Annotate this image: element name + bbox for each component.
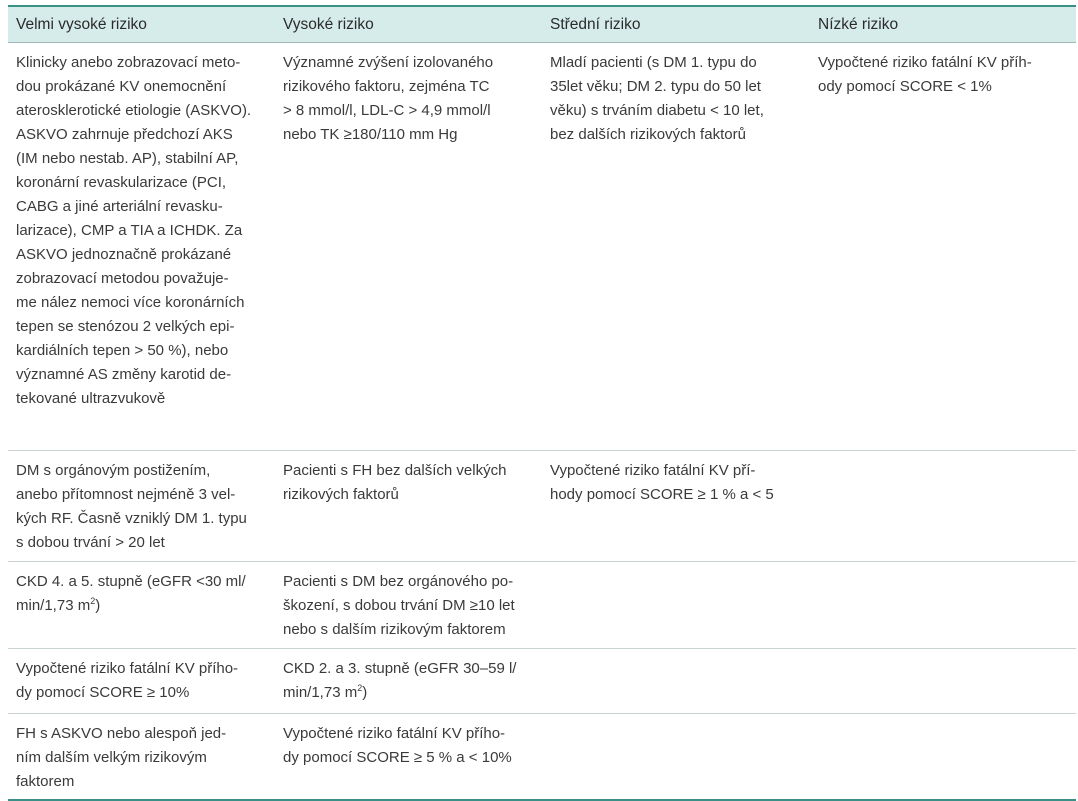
table-cell: DM s orgánovým postižením, anebo přítomnost nejméně 3 vel- kých RF. Časně vzniklý DM 1. typu s dobou trvání > 20 let (8, 451, 275, 562)
table-cell: Vypočtené riziko fatální KV pří- hody pomocí SCORE ≥ 1 % a < 5 (542, 451, 810, 562)
table-row (8, 649, 1076, 714)
header-high-risk: Vysoké riziko (275, 7, 542, 43)
cell-text: CKD 2. a 3. stupně (eGFR 30–59 l/ min/1,73 m (283, 660, 517, 701)
cell-text-tail: ) (362, 684, 368, 701)
superscript: 2 (90, 596, 96, 606)
header-low-risk: Nízké riziko (810, 7, 1076, 43)
cell-text: CKD 4. a 5. stupně (eGFR <30 ml/ min/1,73 m (16, 573, 246, 614)
risk-category-table (8, 7, 1076, 801)
table-cell (8, 562, 275, 649)
table-cell (810, 451, 1076, 562)
table-row (8, 43, 1076, 451)
header-very-high-risk: Velmi vysoké riziko (8, 7, 275, 43)
table-cell: Vypočtené riziko fatální KV příh- ody pomocí SCORE < 1% (810, 43, 1076, 451)
cell-text-tail: ) (95, 597, 101, 614)
table-cell: Pacienti s FH bez dalších velkých rizikových faktorů (275, 451, 542, 562)
table-cell: Vypočtené riziko fatální KV přího- dy pomocí SCORE ≥ 10% (8, 649, 275, 714)
table-cell: Klinicky anebo zobrazovací meto- dou prokázané KV onemocnění aterosklerotické etiologie (ASKVO). ASKVO zahrnuje předchozí AKS (IM nebo nestab. AP), stabilní AP, koronární revaskularizace (PCI, CABG a jiné arteriální revasku- larizace), CMP a TIA a ICHDK. Za ASKVO jednoznačně prokázané zobrazovací metodou považuje- me nález nemoci více koronárních tepen se stenózou 2 velkých epi- kardiálních tepen > 50 %), nebo významné AS změny karotid de- tekované ultrazvukově (8, 43, 275, 451)
table-cell: Pacienti s DM bez orgánového po- škození, s dobou trvání DM ≥10 let nebo s dalším rizikovým faktorem (275, 562, 542, 649)
table-cell: Mladí pacienti (s DM 1. typu do 35let věku; DM 2. typu do 50 let věku) s trváním diabetu < 10 let, bez dalších rizikových faktorů (542, 43, 810, 451)
table-cell (810, 649, 1076, 714)
header-moderate-risk: Střední riziko (542, 7, 810, 43)
table-header-row (8, 7, 1076, 43)
table-cell (542, 714, 810, 801)
table-cell (810, 562, 1076, 649)
table-cell (275, 649, 542, 714)
table-cell (542, 562, 810, 649)
table-row (8, 562, 1076, 649)
table-cell: Významné zvýšení izolovaného rizikového faktoru, zejména TC > 8 mmol/l, LDL-C > 4,9 mmol/l nebo TK ≥180/110 mm Hg (275, 43, 542, 451)
risk-table-container (8, 5, 1076, 801)
table-cell: Vypočtené riziko fatální KV přího- dy pomocí SCORE ≥ 5 % a < 10% (275, 714, 542, 801)
table-cell (810, 714, 1076, 801)
table-row (8, 714, 1076, 801)
superscript: 2 (357, 683, 363, 693)
table-cell: FH s ASKVO nebo alespoň jed- ním dalším velkým rizikovým faktorem (8, 714, 275, 801)
table-row (8, 451, 1076, 562)
table-cell (542, 649, 810, 714)
